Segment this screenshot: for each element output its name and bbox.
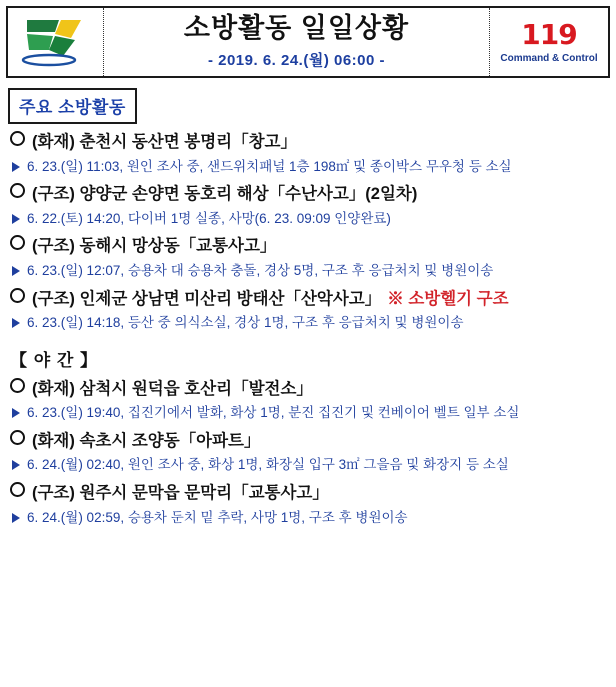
emblem-logo-icon — [19, 16, 93, 68]
entry-title-note: ※ 소방헬기 구조 — [387, 289, 509, 308]
header-center — [104, 8, 490, 76]
ring-bullet-icon — [10, 430, 25, 445]
entry-detail-row — [12, 158, 610, 176]
entry-detail-row — [12, 404, 610, 422]
triangle-bullet-icon — [12, 266, 20, 276]
page-title: 소방활동 일일상황 — [183, 13, 410, 44]
night-section-label: 【 야 간 】 — [10, 350, 99, 370]
triangle-bullet-icon — [12, 460, 20, 470]
entry-title-text: (구조) 동해시 망상동「교통사고」 — [32, 237, 277, 256]
triangle-bullet-icon — [12, 513, 20, 523]
document-header — [6, 6, 610, 78]
page-subtitle: - 2019. 6. 24.(월) 06:00 - — [207, 51, 386, 69]
ring-bullet-icon — [10, 235, 25, 250]
triangle-bullet-icon — [12, 162, 20, 172]
entry-detail-text: 6. 22.(토) 14:20, 다이버 1명 실종, 사망(6. 23. 09:09 인양완료) — [27, 210, 391, 226]
ring-bullet-icon — [10, 288, 25, 303]
entry-detail-row — [12, 262, 610, 280]
logo-cell — [8, 8, 104, 76]
entry-title-row — [10, 289, 610, 310]
entry-detail-text: 6. 23.(일) 19:40, 집진기에서 발화, 화상 1명, 분진 집진기 및 컨베이어 벨트 일부 소실 — [27, 405, 520, 421]
entry-title-text: (화재) 속초시 조양동「아파트」 — [32, 431, 261, 450]
list-item — [6, 236, 610, 279]
entry-title-text: (화재) 춘천시 동산면 봉명리「창고」 — [32, 133, 297, 151]
entry-title-text: (구조) 양양군 손양면 동호리 해상「수난사고」(2일차) — [32, 185, 418, 204]
entry-detail-text: 6. 24.(월) 02:40, 원인 조사 중, 화상 1명, 화장실 입구 3㎡ 그을음 및 화장지 등 소실 — [27, 457, 509, 473]
ring-bullet-icon — [10, 482, 25, 497]
main-entry-list — [6, 132, 610, 332]
list-item — [6, 483, 610, 526]
entry-detail-text: 6. 23.(일) 14:18, 등산 중 의식소실, 경상 1명, 구조 후 응급처치 및 병원이송 — [27, 315, 464, 331]
night-entry-list — [6, 379, 610, 527]
badge-119-icon: 119 — [521, 17, 577, 51]
entry-detail-text: 6. 24.(월) 02:59, 승용차 둔치 밑 추락, 사망 1명, 구조 후 병원이송 — [27, 509, 408, 525]
entry-title-text: (구조) 원주시 문막읍 문막리「교통사고」 — [32, 484, 329, 503]
entry-detail-row — [12, 210, 610, 228]
triangle-bullet-icon — [12, 318, 20, 328]
badge-caption: Command & Control — [500, 52, 598, 64]
entry-title-row — [10, 184, 610, 205]
entry-title-text: (화재) 삼척시 원덕읍 호산리「발전소」 — [32, 379, 313, 398]
entry-detail-row — [12, 456, 610, 474]
ring-bullet-icon — [10, 183, 25, 198]
main-section-label: 주요 소방활동 — [19, 98, 126, 117]
main-section-heading — [8, 88, 137, 124]
list-item — [6, 132, 610, 175]
entry-detail-text: 6. 23.(일) 11:03, 원인 조사 중, 샌드위치패널 1층 198㎡ 및 종이박스 무우청 등 소실 — [27, 158, 512, 174]
list-item — [6, 379, 610, 422]
entry-title-row — [10, 236, 610, 257]
entry-detail-row — [12, 314, 610, 332]
list-item — [6, 184, 610, 227]
entry-title-row — [10, 379, 610, 400]
entry-title-row — [10, 483, 610, 504]
list-item — [6, 431, 610, 474]
ring-bullet-icon — [10, 378, 25, 393]
entry-detail-text: 6. 23.(일) 12:07, 승용차 대 승용차 충돌, 경상 5명, 구조 후 응급처치 및 병원이송 — [27, 262, 494, 278]
entry-title-row — [10, 431, 610, 452]
entry-detail-row — [12, 509, 610, 527]
list-item — [6, 289, 610, 332]
ring-bullet-icon — [10, 131, 25, 146]
entry-title-row — [10, 132, 610, 153]
entry-title-text: (구조) 인제군 상남면 미산리 방태산「산악사고」 — [32, 289, 382, 308]
triangle-bullet-icon — [12, 408, 20, 418]
triangle-bullet-icon — [12, 214, 20, 224]
header-badge — [490, 8, 608, 76]
